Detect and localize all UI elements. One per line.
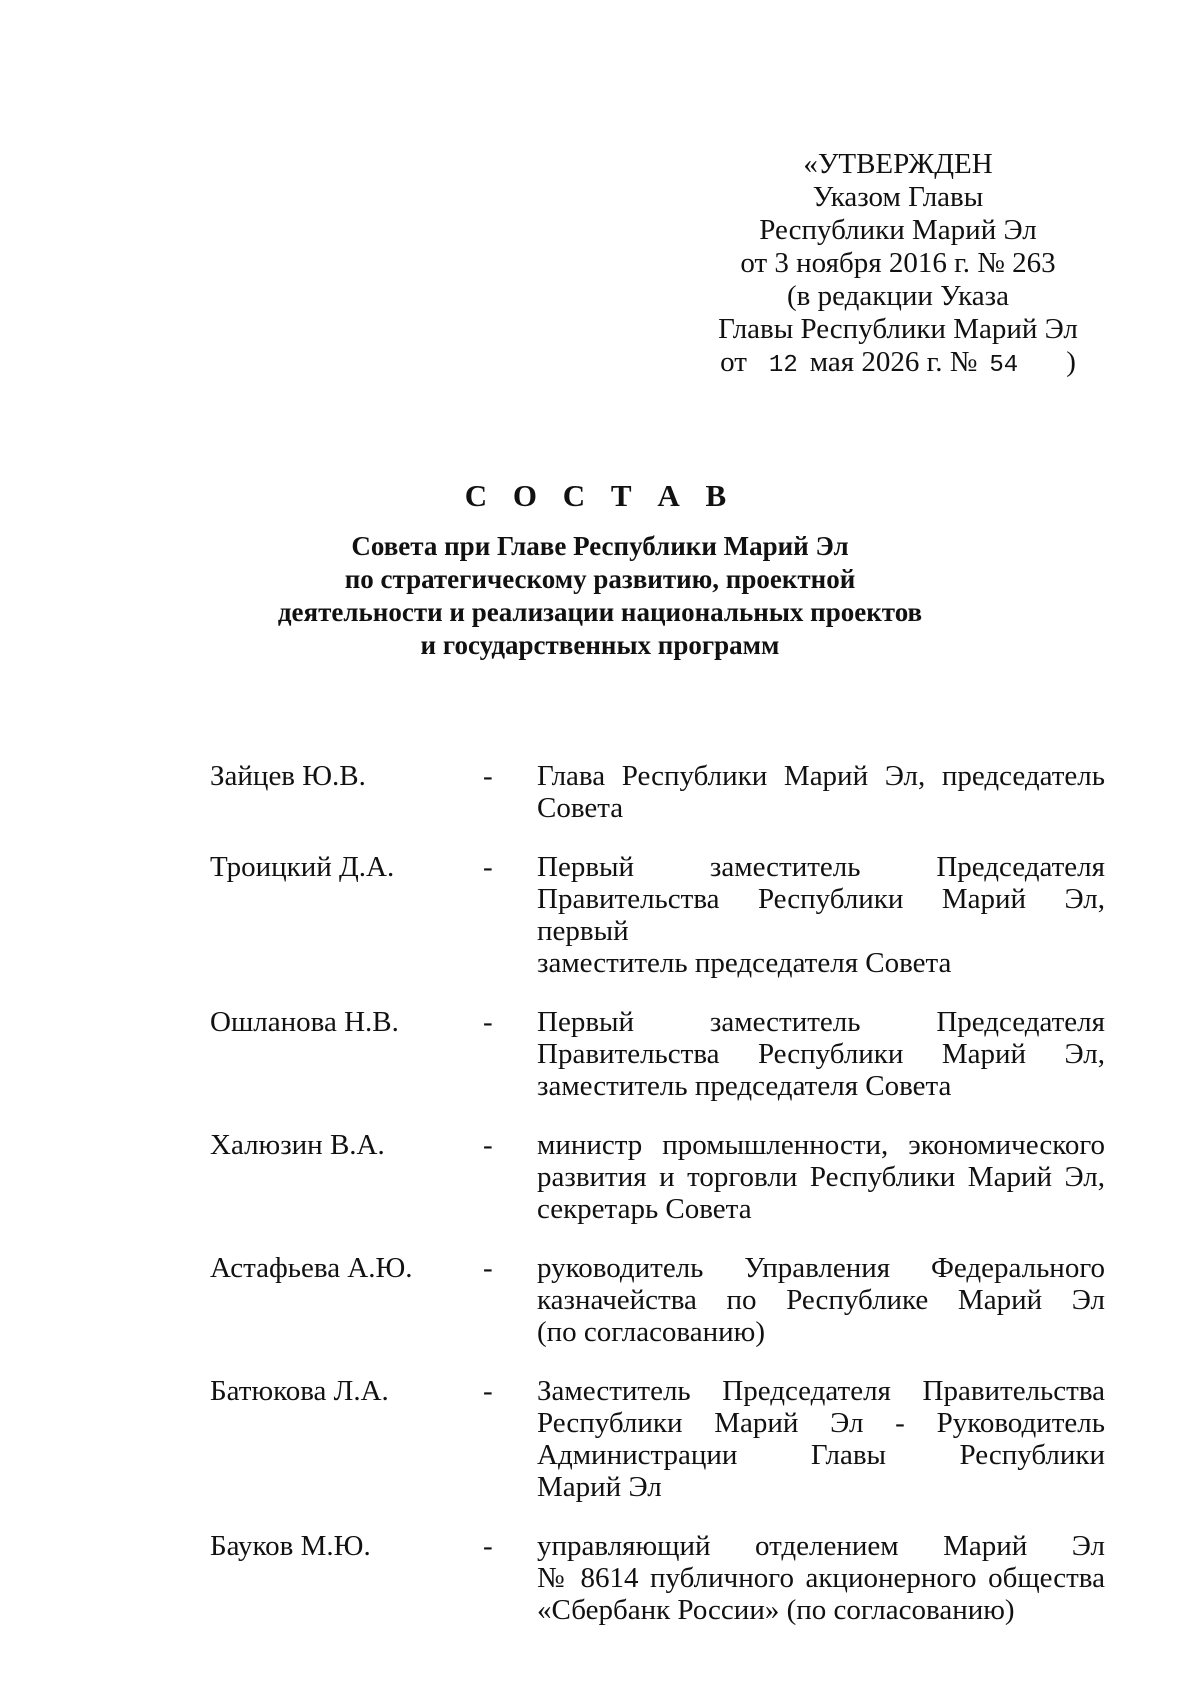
position-line: Правительства Республики Марий Эл, <box>537 1038 1105 1070</box>
member-dash: - <box>483 1006 493 1038</box>
member-dash: - <box>483 1252 493 1284</box>
approval-date-prefix: от <box>720 346 747 378</box>
member-row <box>210 1006 1105 1102</box>
approval-line-1: «УТВЕРЖДЕН <box>803 148 993 180</box>
member-name: Ошланова Н.В. <box>210 1006 399 1038</box>
position-line: Администрации Главы Республики <box>537 1439 1105 1471</box>
position-line: № 8614 публичного акционерного общества <box>537 1562 1105 1594</box>
position-line: развития и торговли Республики Марий Эл, <box>537 1161 1105 1193</box>
member-dash: - <box>483 851 493 883</box>
document-title: С О С Т А В <box>464 478 736 513</box>
member-position <box>537 1375 1105 1503</box>
approval-line-5: (в редакции Указа <box>787 280 1009 312</box>
approval-close-paren: ) <box>1066 346 1076 378</box>
position-line: секретарь Совета <box>537 1193 752 1225</box>
subtitle-line: по стратегическому развитию, проектной <box>344 564 856 594</box>
member-row <box>210 1530 1105 1626</box>
position-line: Первый заместитель Председателя <box>537 1006 1105 1038</box>
position-line: казначейства по Республике Марий Эл <box>537 1284 1105 1316</box>
members-list <box>210 760 1105 1653</box>
subtitle-line: Совета при Главе Республики Марий Эл <box>351 531 849 561</box>
approval-line-7 <box>690 346 1106 382</box>
member-name: Троицкий Д.А. <box>210 851 395 883</box>
member-name: Астафьева А.Ю. <box>210 1252 413 1284</box>
member-position <box>537 851 1105 979</box>
position-line: Заместитель Председателя Правительства <box>537 1375 1105 1407</box>
member-name: Халюзин В.А. <box>210 1129 385 1161</box>
approval-line-3: Республики Марий Эл <box>759 214 1037 246</box>
member-position <box>537 1530 1105 1626</box>
position-line: Глава Республики Марий Эл, председатель <box>537 760 1105 792</box>
member-dash: - <box>483 1530 493 1562</box>
approval-line-6: Главы Республики Марий Эл <box>718 313 1078 345</box>
member-name: Зайцев Ю.В. <box>210 760 366 792</box>
member-name: Батюкова Л.А. <box>210 1375 389 1407</box>
member-position <box>537 1252 1105 1348</box>
subtitle-line: деятельности и реализации национальных проектов <box>277 597 923 627</box>
position-line: «Сбербанк России» (по согласованию) <box>537 1594 1015 1626</box>
member-row <box>210 851 1105 979</box>
member-position <box>537 1006 1105 1102</box>
position-line: заместитель председателя Совета <box>537 1070 952 1102</box>
position-line: Республики Марий Эл - Руководитель <box>537 1407 1105 1439</box>
position-line: Правительства Республики Марий Эл, первый <box>537 883 1105 947</box>
approval-date-mid: мая 2026 г. № <box>809 346 978 378</box>
position-line: министр промышленности, экономического <box>537 1129 1105 1161</box>
member-dash: - <box>483 1375 493 1407</box>
approval-date-day: 12 <box>768 352 798 379</box>
member-position <box>537 1129 1105 1225</box>
member-row <box>210 1129 1105 1225</box>
subtitle-line: и государственных программ <box>420 630 780 660</box>
document-subtitle <box>0 530 1200 662</box>
member-dash: - <box>483 760 493 792</box>
approval-number: 54 <box>989 352 1019 379</box>
position-line: руководитель Управления Федерального <box>537 1252 1105 1284</box>
member-row <box>210 760 1105 824</box>
position-line: Первый заместитель Председателя <box>537 851 1105 883</box>
member-row <box>210 1252 1105 1348</box>
position-line: Совета <box>537 792 624 824</box>
approval-line-4: от 3 ноября 2016 г. № 263 <box>740 247 1056 279</box>
member-name: Бауков М.Ю. <box>210 1530 371 1562</box>
member-dash: - <box>483 1129 493 1161</box>
member-position <box>537 760 1105 824</box>
position-line: заместитель председателя Совета <box>537 947 952 979</box>
approval-line-2: Указом Главы <box>812 181 984 213</box>
member-row <box>210 1375 1105 1503</box>
approval-block <box>690 148 1106 382</box>
position-line: Марий Эл <box>537 1471 662 1503</box>
position-line: управляющий отделением Марий Эл <box>537 1530 1105 1562</box>
position-line: (по согласованию) <box>537 1316 765 1348</box>
